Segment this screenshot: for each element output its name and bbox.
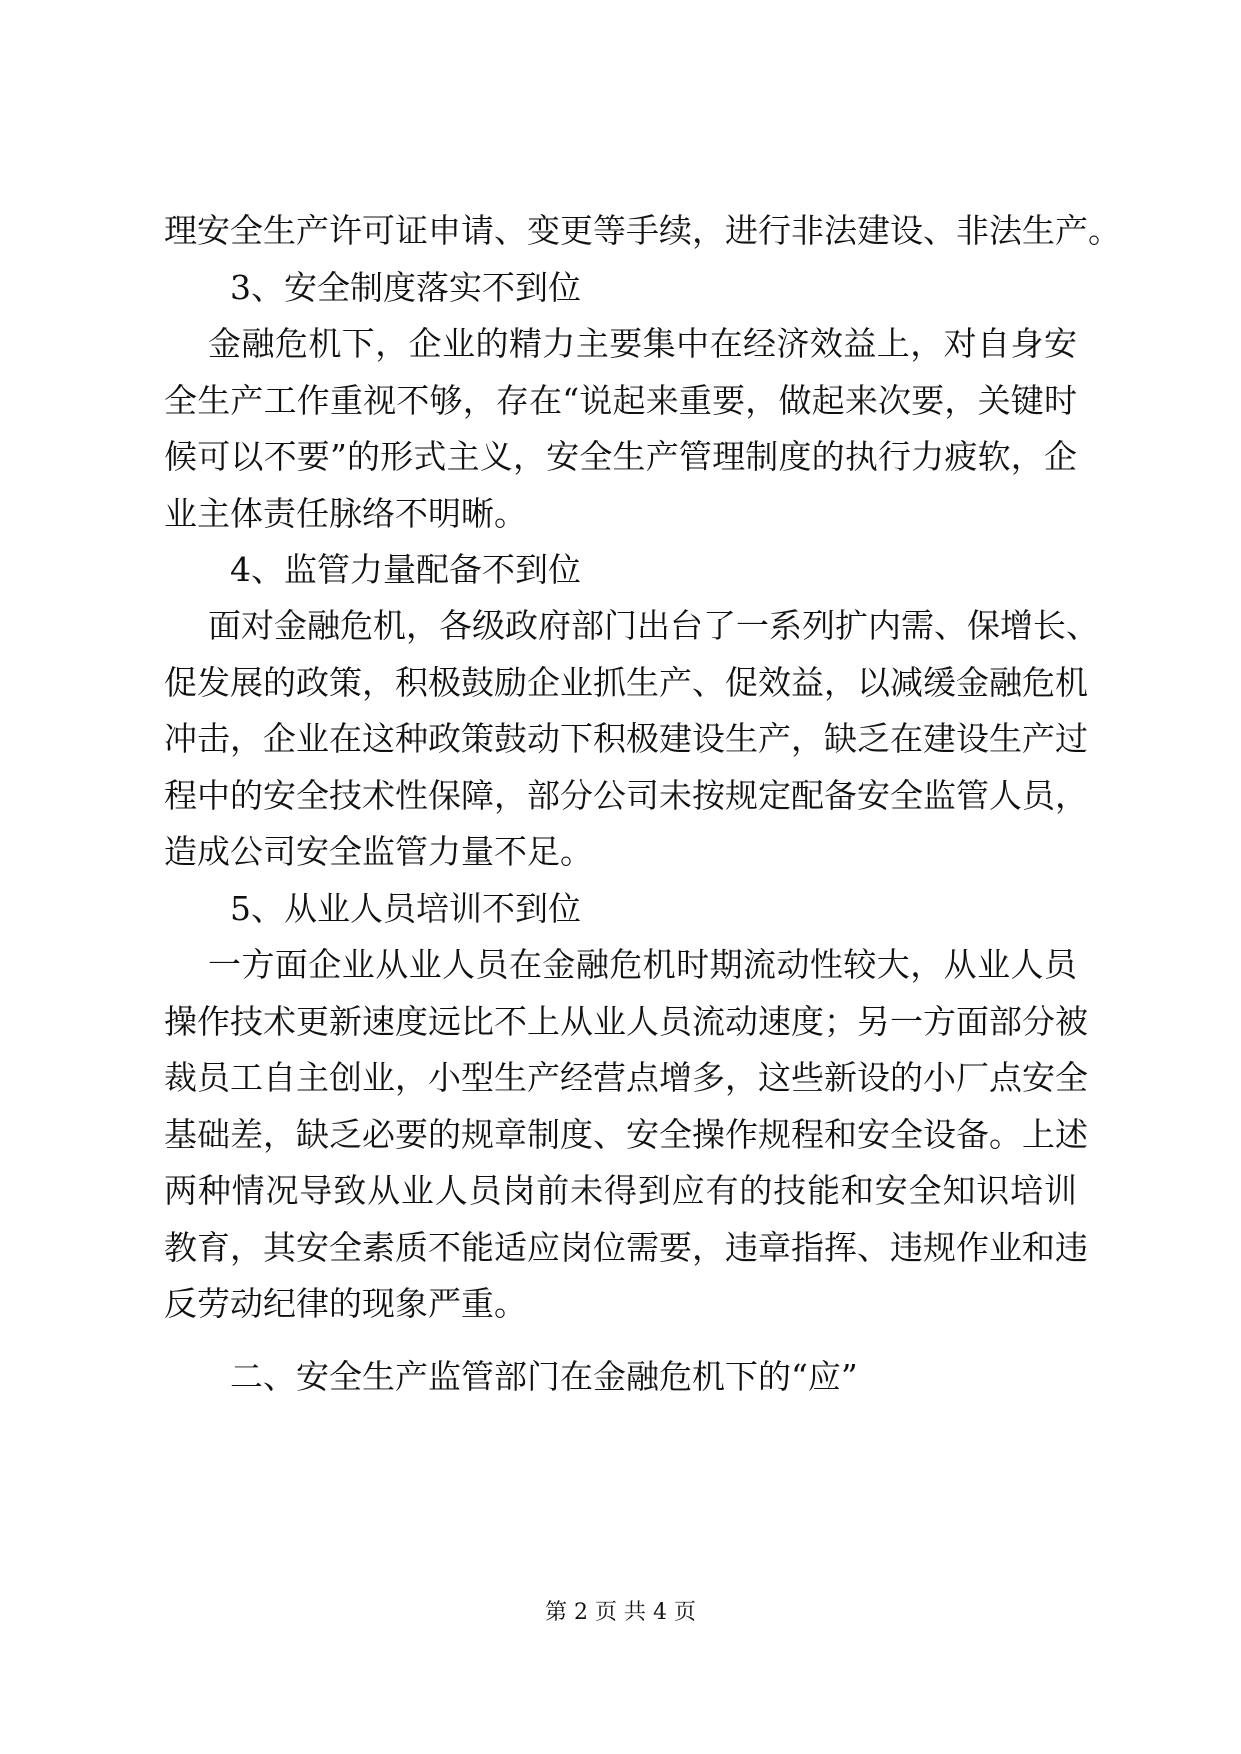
paragraph-line: 程中的安全技术性保障，部分公司未按规定配备安全监管人员， (164, 776, 1088, 815)
paragraph-line: 全生产工作重视不够，存在“说起来重要，做起来次要，关键时 (164, 381, 1077, 420)
chapter-heading: 二、安全生产监管部门在金融危机下的“应” (230, 1357, 858, 1396)
paragraph-line: 面对金融危机，各级政府部门出台了一系列扩内需、保增长、 (208, 606, 1099, 645)
section-heading: 5、从业人员培训不到位 (230, 889, 581, 928)
paragraph-line: 反劳动纪律的现象严重。 (164, 1284, 527, 1323)
paragraph-line: 操作技术更新速度远比不上从业人员流动速度；另一方面部分被 (164, 1002, 1088, 1041)
paragraph-line: 两种情况导致从业人员岗前未得到应有的技能和安全知识培训 (164, 1171, 1077, 1210)
paragraph-line: 候可以不要”的形式主义，安全生产管理制度的执行力疲软，企 (164, 437, 1077, 476)
paragraph-line: 金融危机下，企业的精力主要集中在经济效益上，对自身安 (208, 324, 1077, 363)
section-heading: 3、安全制度落实不到位 (230, 268, 581, 307)
paragraph-line: 造成公司安全监管力量不足。 (164, 832, 593, 871)
paragraph-line: 教育，其安全素质不能适应岗位需要，违章指挥、违规作业和违 (164, 1228, 1088, 1267)
paragraph-line: 业主体责任脉络不明晰。 (164, 494, 527, 533)
paragraph-line: 基础差，缺乏必要的规章制度、安全操作规程和安全设备。上述 (164, 1115, 1088, 1154)
paragraph-line: 一方面企业从业人员在金融危机时期流动性较大，从业人员 (208, 945, 1077, 984)
paragraph-line: 理安全生产许可证申请、变更等手续，进行非法建设、非法生产。 (164, 211, 1121, 250)
paragraph-line: 冲击，企业在这种政策鼓动下积极建设生产，缺乏在建设生产过 (164, 719, 1088, 758)
paragraph-line: 促发展的政策，积极鼓励企业抓生产、促效益，以减缓金融危机 (164, 663, 1088, 702)
page-number-footer: 第 2 页 共 4 页 (545, 1600, 696, 1625)
section-heading: 4、监管力量配备不到位 (230, 550, 581, 589)
paragraph-line: 裁员工自主创业，小型生产经营点增多，这些新设的小厂点安全 (164, 1058, 1088, 1097)
